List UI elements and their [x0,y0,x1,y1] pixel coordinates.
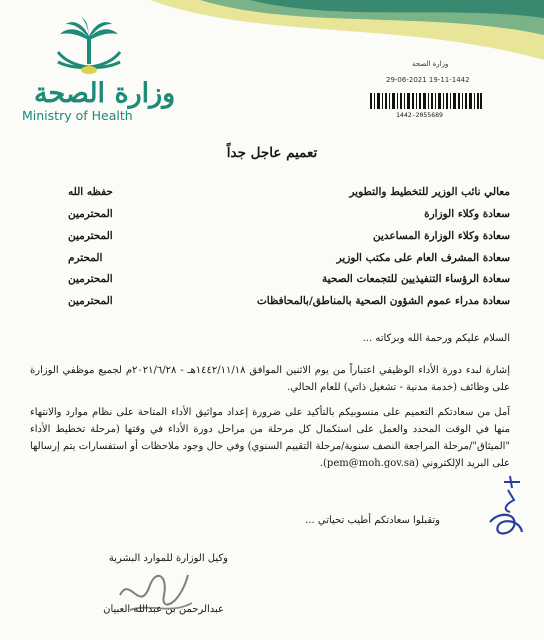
document-title: تعميم عاجل جداً [226,145,318,161]
logo-english-text: Ministry of Health [22,108,133,123]
addressee-honorific: المحترمين [68,273,113,285]
handwritten-annotation-icon [480,470,530,550]
addressee-name: سعادة وكلاء الوزارة [424,208,510,220]
addressee-honorific: المحترمين [68,208,113,220]
signatory-name: عبدالرحمن بن عبدالله العبيان [103,604,224,615]
addressee-name: سعادة الرؤساء التنفيذيين للتجمعات الصحية [322,273,510,285]
addressee-name: سعادة المشرف العام على مكتب الوزير [336,252,510,264]
closing-line: وتقبلوا سعادتكم أطيب تحياتي ... [305,515,440,526]
greeting: السلام عليكم ورحمة الله وبركاته ... [362,333,510,344]
body-paragraph-1: إشارة لبدء دورة الأداء الوظيفي اعتباراً من يوم الاثنين الموافق ١٤٤٢/١١/١٨هـ - ٢٠٢١/٦/٢٨م لجميع موظفي الوزارة على وظائف (خدمة مدنية - تشغيل ذاتي) للعام الحالي. [30,365,510,393]
body-paragraph-2: آمل من سعادتكم التعميم على منسوبيكم بالتأكيد على ضرورة إعداد مواثيق الأداء المتاحة على نظام موارد والانتهاء منها في الوقت المحدد والعمل على استكمال كل مرحلة من مراحل دورة الأداء في وقتها (مرحلة تخطيط الأداء "الميثاق"/مرحلة المراجعة النصف سنوية/مرحلة التقييم السنوي) وفي حال وجود ملاحظات أو استفسارات يتم إرسالها على البريد الإلكتروني (pem@moh.gov.sa). [30,407,511,469]
addressee-honorific: المحترمين [68,295,113,307]
addressee-name: سعادة وكلاء الوزارة المساعدين [372,230,510,242]
logo-arabic-text: وزارة الصحة [34,78,176,109]
addressee-honorific: حفظه الله [68,186,113,198]
addressee-honorific: المحترم [68,252,103,264]
meta-ministry-label: وزارة الصحة [412,60,449,68]
barcode-icon [370,93,482,109]
addressee-name: سعادة مدراء عموم الشؤون الصحية بالمناطق/بالمحافظات [256,295,510,307]
addressee-honorific: المحترمين [68,230,113,242]
meta-date: 29-06-2021 19-11-1442 [386,76,470,84]
barcode-number: 1442-2055689 [396,111,443,119]
signatory-title: وكيل الوزارة للموارد البشرية [108,553,228,564]
addressee-name: معالي نائب الوزير للتخطيط والتطوير [349,186,510,198]
